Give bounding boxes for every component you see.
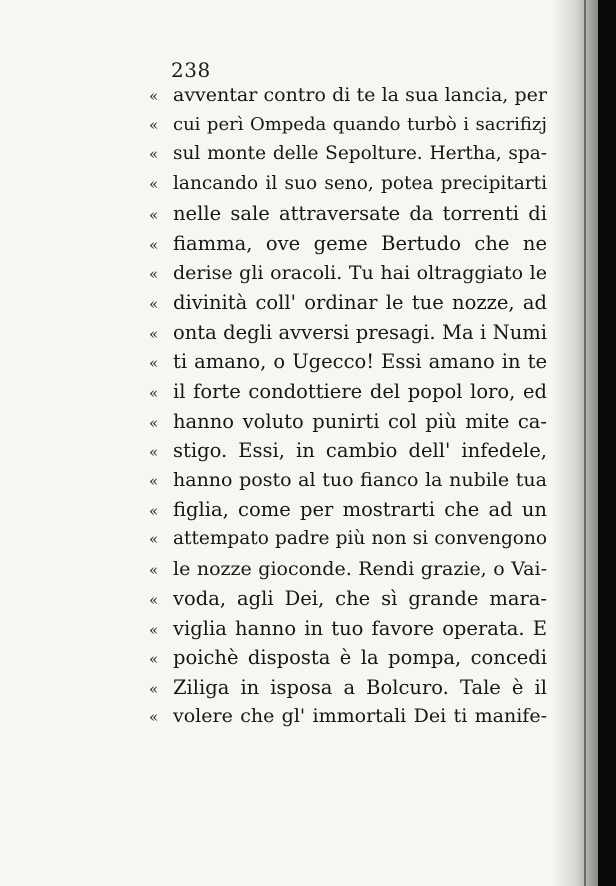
line-text: volere che gl' immortali Dei ti manife-	[173, 705, 547, 728]
line-text: nelle sale attraversate da torrenti di	[173, 202, 547, 226]
line-text: voda, agli Dei, che sì grande mara-	[173, 587, 547, 611]
quote-mark: «	[149, 679, 159, 698]
line-text: le nozze gioconde. Rendi grazie, o Vai-	[173, 557, 547, 580]
quote-mark: «	[149, 324, 159, 343]
quote-mark: «	[149, 620, 159, 639]
text-line	[149, 232, 547, 262]
text-line	[149, 498, 547, 528]
text-line	[149, 646, 547, 676]
line-text: hanno posto al tuo fianco la nubile tua	[173, 468, 547, 491]
quote-mark: «	[149, 295, 159, 314]
quote-mark: «	[149, 174, 159, 193]
text-line	[149, 528, 547, 558]
quote-mark: «	[149, 529, 159, 548]
quote-mark: «	[149, 264, 159, 283]
scan-edge	[598, 0, 616, 886]
quote-mark: «	[149, 650, 159, 669]
text-line	[149, 173, 547, 203]
line-text: derise gli oracoli. Tu hai oltraggiato le	[173, 261, 547, 284]
quote-mark: «	[149, 145, 159, 164]
quote-mark: «	[149, 471, 159, 490]
text-line	[149, 469, 547, 499]
line-text: sul monte delle Sepolture. Hertha, spa-	[173, 143, 547, 165]
text-line	[149, 380, 547, 410]
line-text: hanno voluto punirti col più mite ca-	[173, 409, 547, 433]
page-number: 238	[171, 58, 211, 82]
line-text: viglia hanno in tuo favore operata. E	[173, 616, 547, 640]
text-line	[149, 262, 547, 292]
line-text: stigo. Essi, in cambio dell' infedele,	[173, 439, 547, 463]
text-line	[149, 350, 547, 380]
page-gutter-line	[584, 0, 586, 886]
quote-mark: «	[149, 502, 159, 521]
line-text: Ziliga in isposa a Bolcuro. Tale è il	[173, 675, 547, 699]
quote-mark: «	[149, 413, 159, 432]
page-gutter-shadow	[552, 0, 598, 886]
text-line	[149, 617, 547, 647]
text-line	[149, 291, 547, 321]
line-text: il forte condottiere del popol loro, ed	[173, 379, 547, 403]
quote-mark: «	[149, 235, 159, 254]
quote-mark: «	[149, 708, 159, 727]
line-text: fiamma, ove geme Bertudo che ne	[173, 231, 547, 255]
line-text: divinità coll' ordinar le tue nozze, ad	[173, 291, 547, 315]
text-line	[149, 558, 547, 588]
quote-mark: «	[149, 354, 159, 373]
text-line	[149, 439, 547, 469]
line-text: cui perì Ompeda quando turbò i sacrifizj	[173, 113, 547, 135]
quote-mark: «	[149, 206, 159, 225]
line-text: avventar contro di te la sua lancia, per	[173, 84, 547, 106]
text-line	[149, 587, 547, 617]
quote-mark: «	[149, 87, 159, 105]
line-text: figlia, come per mostrarti che ad un	[173, 498, 547, 522]
quote-mark: «	[149, 115, 159, 134]
quote-mark: «	[149, 560, 159, 579]
quote-mark: «	[149, 591, 159, 610]
line-text: onta degli avversi presagi. Ma i Numi	[173, 320, 547, 344]
text-line	[149, 84, 547, 114]
text-body	[149, 84, 547, 735]
text-line	[149, 114, 547, 144]
line-text: ti amano, o Ugecco! Essi amano in te	[173, 350, 547, 374]
quote-mark: «	[149, 443, 159, 462]
text-line	[149, 705, 547, 735]
line-text: poichè disposta è la pompa, concedi	[173, 646, 547, 670]
line-text: lancando il suo seno, potea precipitarti	[173, 172, 547, 194]
text-line	[149, 202, 547, 232]
text-line	[149, 321, 547, 351]
text-line	[149, 410, 547, 440]
quote-mark: «	[149, 383, 159, 402]
text-line	[149, 143, 547, 173]
line-text: attempato padre più non si convengono	[173, 527, 547, 549]
text-line	[149, 676, 547, 706]
